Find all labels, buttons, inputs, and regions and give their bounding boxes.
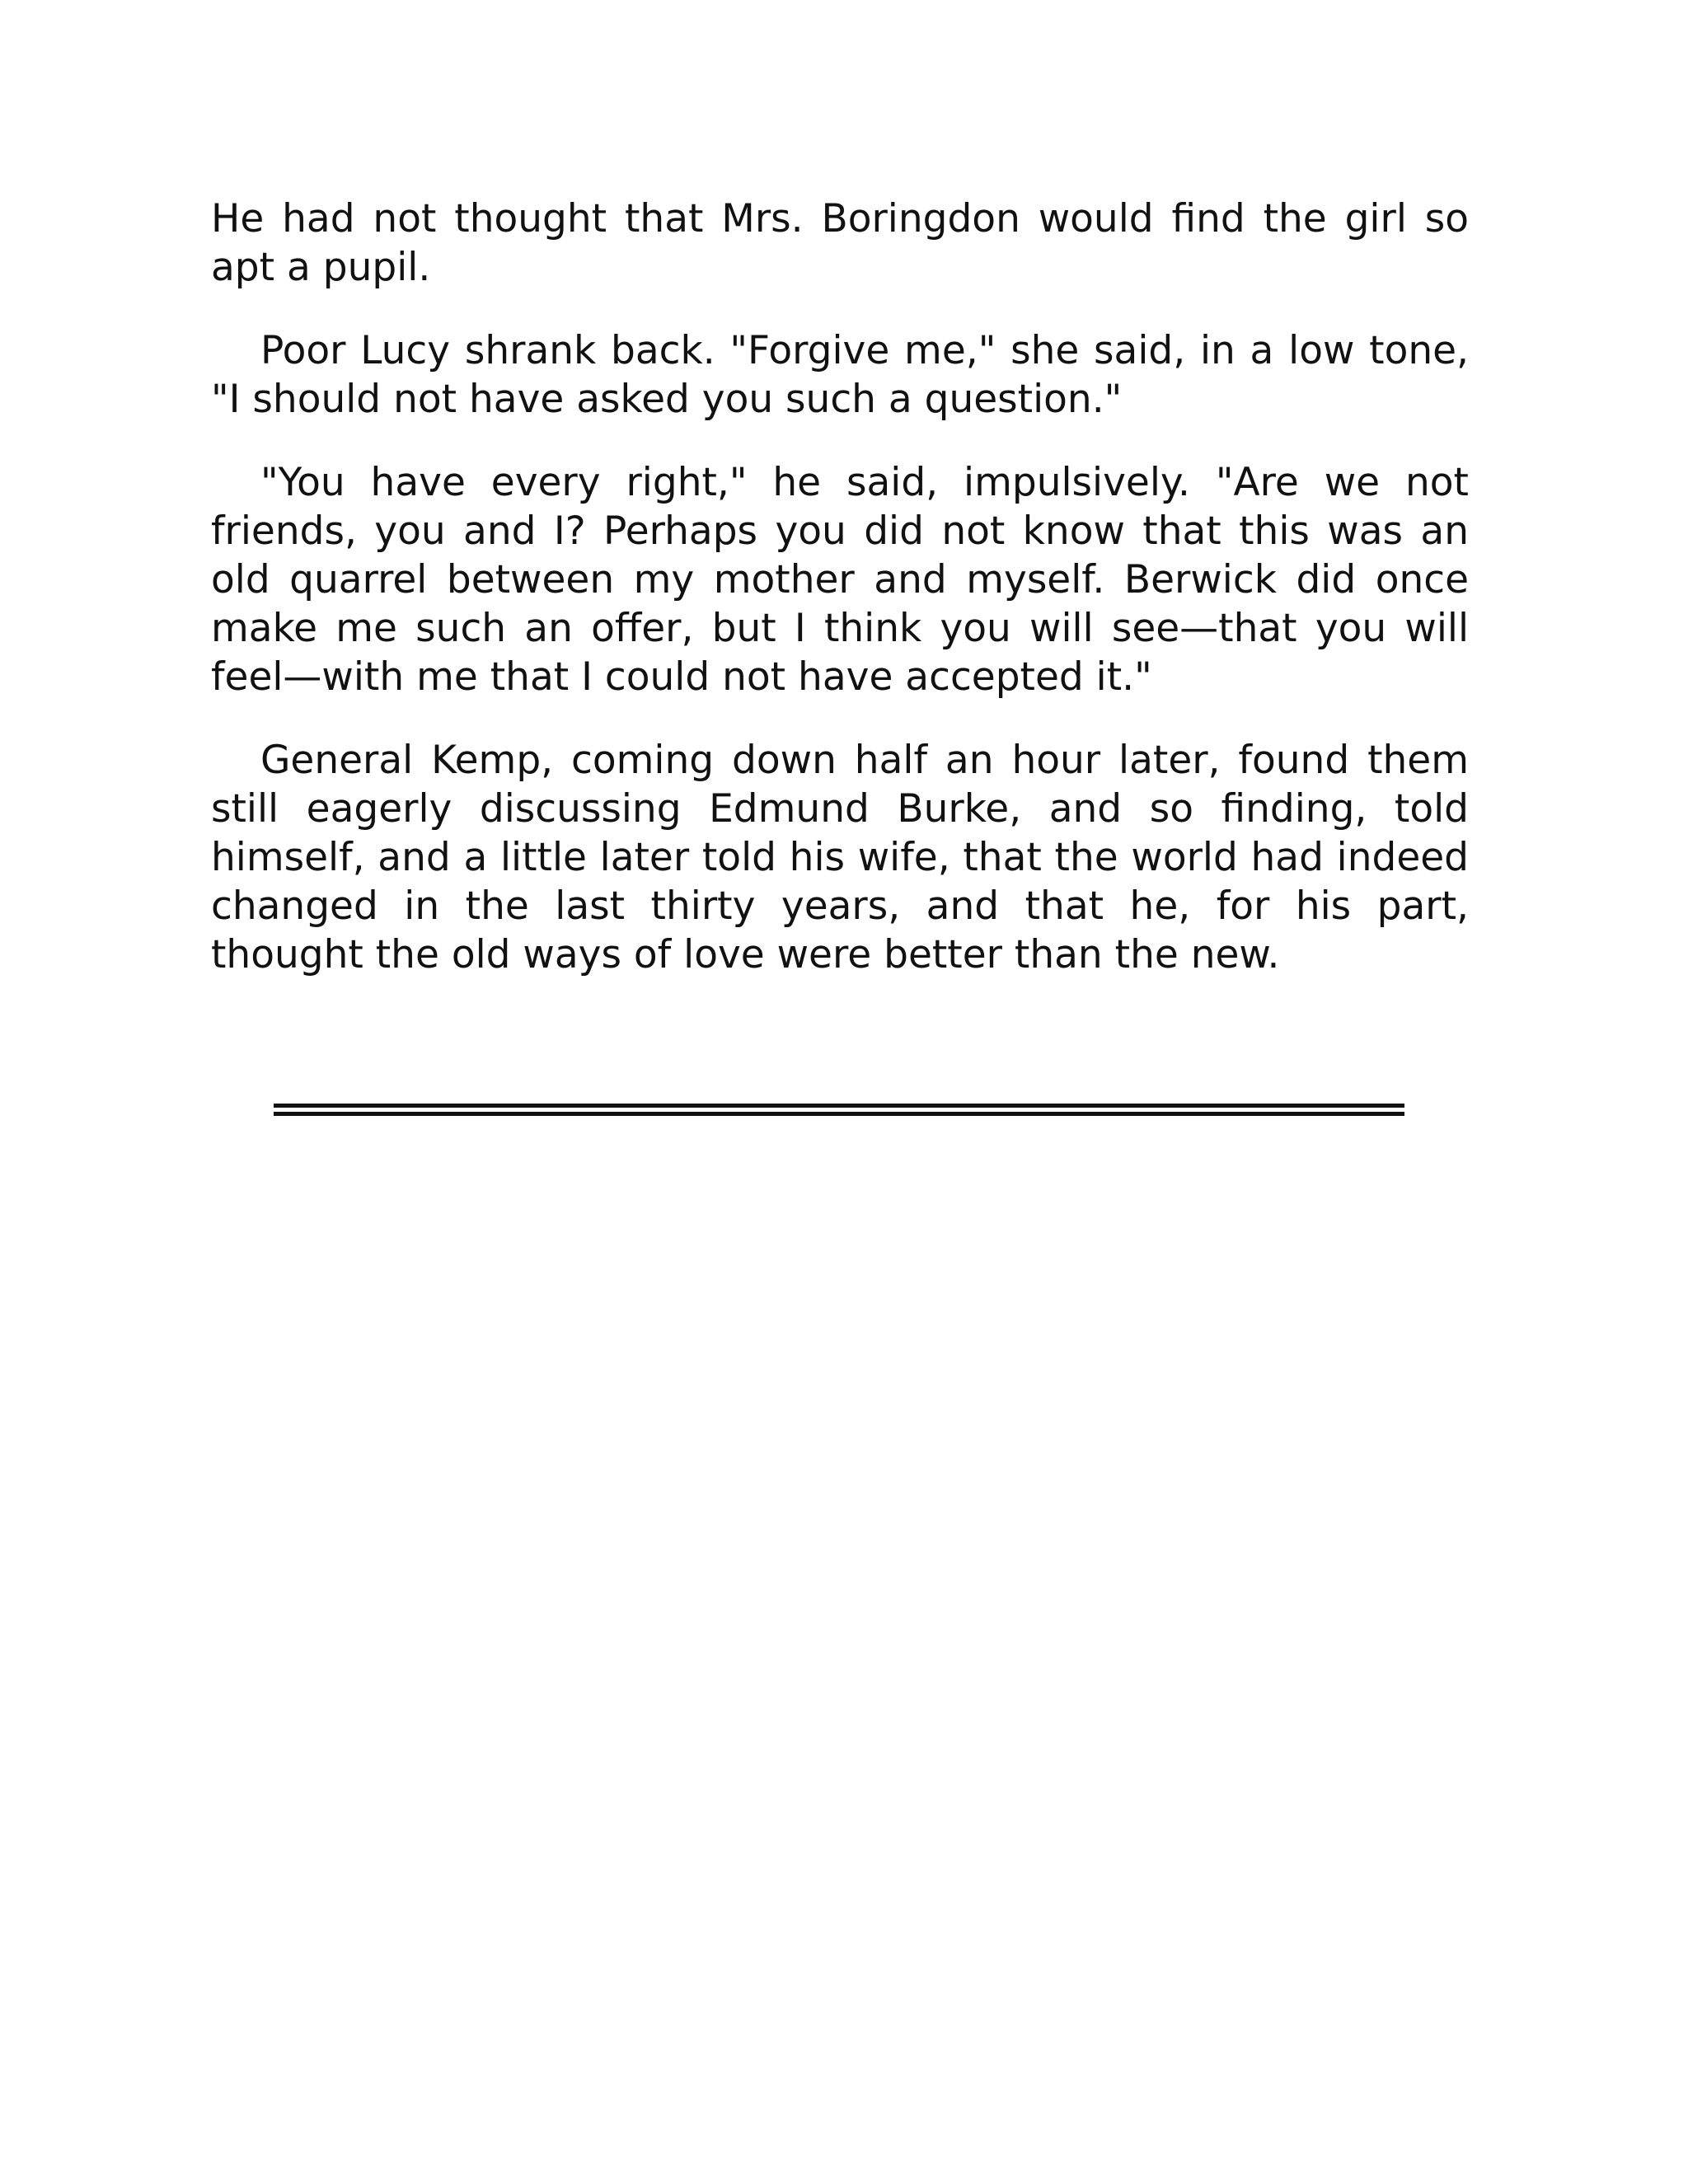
paragraph-4: General Kemp, coming down half an hour later, found them still eagerly discussing Edmund Burke, and so finding, told himself, and a little later told his wife, that the world had indeed changed in the last thirty years, and that he, for his part, thought the old ways of love were better than the new. <box>211 738 1469 977</box>
divider-line-bottom <box>274 1112 1404 1116</box>
paragraph-2: Poor Lucy shrank back. "Forgive me," she said, in a low tone, "I should not have asked you such a question." <box>211 328 1469 422</box>
text-body <box>211 194 1469 1014</box>
paragraph-1: He had not thought that Mrs. Boringdon would find the girl so apt a pupil. <box>211 196 1469 290</box>
divider-line-top <box>274 1104 1404 1108</box>
section-divider <box>274 1104 1404 1117</box>
paragraph-3: "You have every right," he said, impulsively. "Are we not friends, you and I? Perhaps you did not know that this was an old quarrel between my mother and myself. Berwick did once make me such an offer, but I think you will see—that you will feel—with me that I could not have accepted it." <box>211 460 1469 700</box>
